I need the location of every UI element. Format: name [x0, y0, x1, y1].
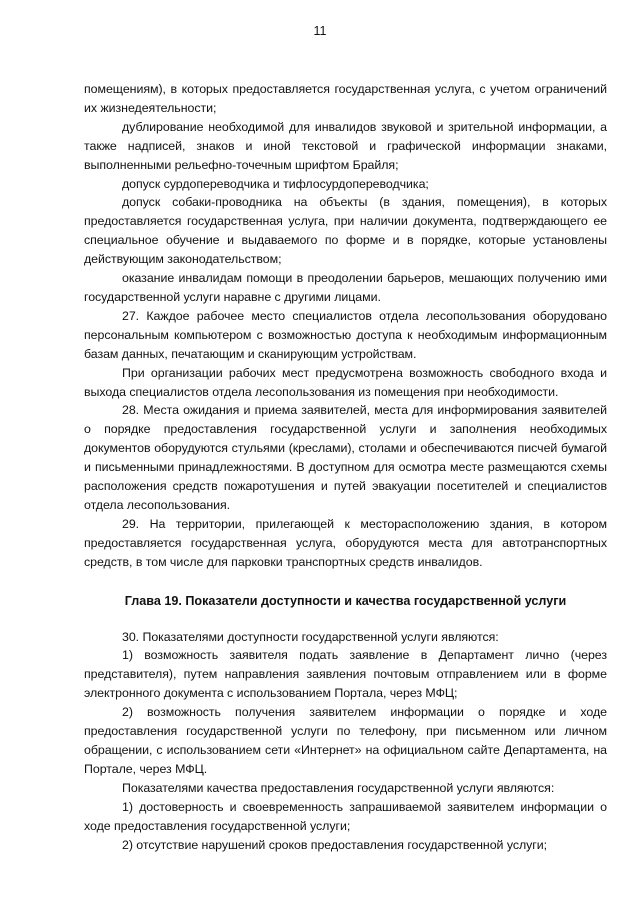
page-number: 11 [313, 24, 327, 38]
paragraph-item-27: 27. Каждое рабочее место специалистов отдела лесопользования оборудовано персональным компьютером с возможностью доступа к необходимым информационным базам данных, печатающим и сканирующим устройствам. [84, 308, 607, 361]
paragraph: При организации рабочих мест предусмотрена возможность свободного входа и выхода специалистов отдела лесопользования из помещения при необходимости. [84, 365, 607, 399]
paragraph: допуск собаки-проводника на объекты (в здания, помещения), в которых предоставляется государственная услуга, при наличии документа, подтверждающего ее специальное обучение и выдаваемого по форме и в порядке, которые установлены действующим законодательством; [84, 195, 607, 267]
paragraph: помещениям), в которых предоставляется государственная услуга, с учетом ограничений их жизнедеятельности; [84, 82, 607, 115]
chapter-heading: Глава 19. Показатели доступности и качества государственной услуги [124, 593, 567, 608]
paragraph: оказание инвалидам помощи в преодолении барьеров, мешающих получению ими государственной услуги наравне с другими лицами. [84, 271, 607, 304]
paragraph-subitem-2: 2) возможность получения заявителем информации о порядке и ходе предоставления государственной услуги по телефону, при письменном или личном обращении, с использованием сети «Интернет» на официальном сайте Департамента, на Портале, через МФЦ. [84, 705, 607, 776]
paragraph-subitem-1: 1) возможность заявителя подать заявление в Департамент лично (через представителя), путем направления заявления почтовым отправлением или в форме электронного документа с использованием Портала, через МФЦ; [84, 648, 607, 701]
paragraph-subitem-1: 1) достоверность и своевременность запрашиваемой заявителем информации о ходе предоставления государственной услуги; [84, 799, 607, 833]
paragraph-subitem-2: 2) отсутствие нарушений сроков предоставления государственной услуги; [122, 837, 548, 852]
paragraph: Показателями качества предоставления государственной услуги являются: [122, 780, 555, 795]
paragraph: дублирование необходимой для инвалидов звуковой и зрительной информации, а также надписей, знаков и иной текстовой и графической информации знаками, выполненными рельефно-точечным шрифтом Брайля; [84, 119, 607, 172]
paragraph-item-30: 30. Показателями доступности государственной услуги являются: [122, 629, 499, 644]
paragraph-item-29: 29. На территории, прилегающей к месторасположению здания, в котором предоставляется государственная услуга, оборудуются места для автотранспортных средств, в том числе для парковки транспортных средств инвалидов. [84, 516, 607, 569]
paragraph: допуск сурдопереводчика и тифлосурдопереводчика; [122, 176, 429, 191]
paragraph-item-28: 28. Места ожидания и приема заявителей, места для информирования заявителей о порядке предоставления государственной услуги и заполнения необходимых документов оборудуются стульями (креслами), столами и обеспечиваются писчей бумагой и письменными принадлежностями. В доступном для осмотра месте размещаются схемы расположения средств пожаротушения и путей эвакуации посетителей и специалистов отдела лесопользования. [84, 403, 607, 512]
document-body [84, 80, 607, 854]
